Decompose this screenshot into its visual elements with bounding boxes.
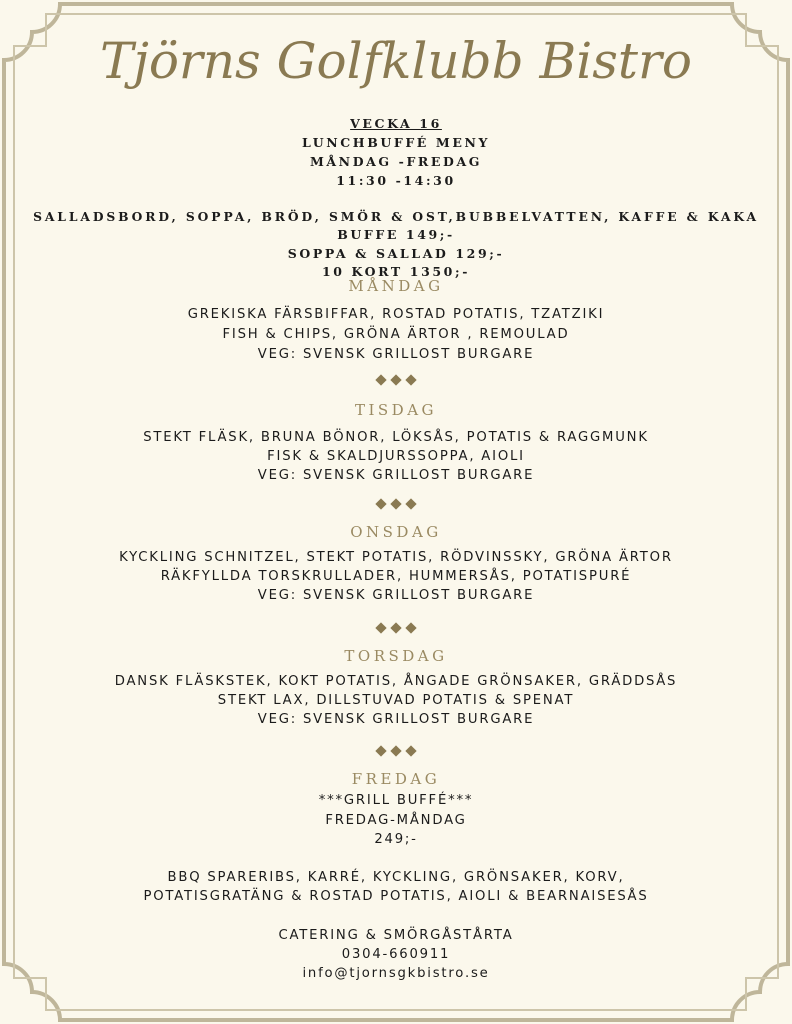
menu-item: DANSK FLÄSKSTEK, KOKT POTATIS, ÅNGADE GRÖNSAKER, GRÄDDSÅS [114,674,678,689]
day-heading-friday: FREDAG [351,770,441,788]
diamond-icon [405,745,416,756]
day-heading-tuesday: TISDAG [354,401,438,419]
menu-item: VEG: SVENSK GRILLOST BURGARE [257,588,535,603]
includes-label: SALLADSBORD, SOPPA, BRÖD, SMÖR & OST,BUBBELVATTEN, KAFFE & KAKA [33,209,759,224]
menu-item: VEG: SVENSK GRILLOST BURGARE [257,712,535,727]
diamond-icon [390,498,401,509]
diamond-icon [390,622,401,633]
menu-item: RÄKFYLLDA TORSKRULLADER, HUMMERSÅS, POTATISPURÉ [160,569,632,584]
page-title: Tjörns Golfklubb Bistro [99,32,693,90]
day-heading-wednesday: ONSDAG [350,523,442,541]
diamond-divider [0,373,792,387]
diamond-icon [375,374,386,385]
diamond-icon [405,374,416,385]
menu-item: GREKISKA FÄRSBIFFAR, ROSTAD POTATIS, TZATZIKI [187,307,605,322]
soup-salad-price: SOPPA & SALLAD 129;- [287,246,505,261]
day-heading-thursday: TORSDAG [344,647,448,665]
diamond-divider [0,621,792,635]
hours-label: 11:30 -14:30 [336,173,456,188]
menu-item: 249;- [374,832,418,847]
day-heading-monday: MÅNDAG [348,277,444,295]
card-price: 10 KORT 1350;- [322,264,470,279]
diamond-icon [390,374,401,385]
menu-item: VEG: SVENSK GRILLOST BURGARE [257,468,535,483]
phone-number: 0304-660911 [341,947,451,962]
buffe-price: BUFFE 149;- [337,227,455,242]
menu-item: FREDAG-MÅNDAG [325,813,467,828]
menu-item: FISH & CHIPS, GRÖNA ÄRTOR , REMOULAD [222,327,570,342]
diamond-icon [405,622,416,633]
menu-item: STEKT FLÄSK, BRUNA BÖNOR, LÖKSÅS, POTATIS & RAGGMUNK [143,430,649,445]
diamond-icon [405,498,416,509]
diamond-icon [375,622,386,633]
email-address: info@tjornsgkbistro.se [302,966,490,981]
diamond-icon [375,745,386,756]
menu-item: KYCKLING SCHNITZEL, STEKT POTATIS, RÖDVINSSKY, GRÖNA ÄRTOR [119,550,673,565]
menu-item: FISK & SKALDJURSSOPPA, AIOLI [267,449,525,464]
menu-label: LUNCHBUFFÉ MENY [302,135,490,150]
diamond-icon [375,498,386,509]
menu-item: VEG: SVENSK GRILLOST BURGARE [257,347,535,362]
days-label: MÅNDAG -FREDAG [309,154,483,169]
diamond-divider [0,744,792,758]
menu-item: STEKT LAX, DILLSTUVAD POTATIS & SPENAT [217,693,575,708]
diamond-icon [390,745,401,756]
catering-label: CATERING & SMÖRGÅSTÅRTA [278,928,514,943]
week-label: VECKA 16 [350,116,442,131]
diamond-divider [0,497,792,511]
menu-item: POTATISGRATÄNG & ROSTAD POTATIS, AIOLI & BEARNAISESÅS [143,889,649,904]
menu-item: BBQ SPARERIBS, KARRÉ, KYCKLING, GRÖNSAKER, KORV, [167,870,625,885]
menu-item: ***GRILL BUFFÉ*** [318,793,474,808]
